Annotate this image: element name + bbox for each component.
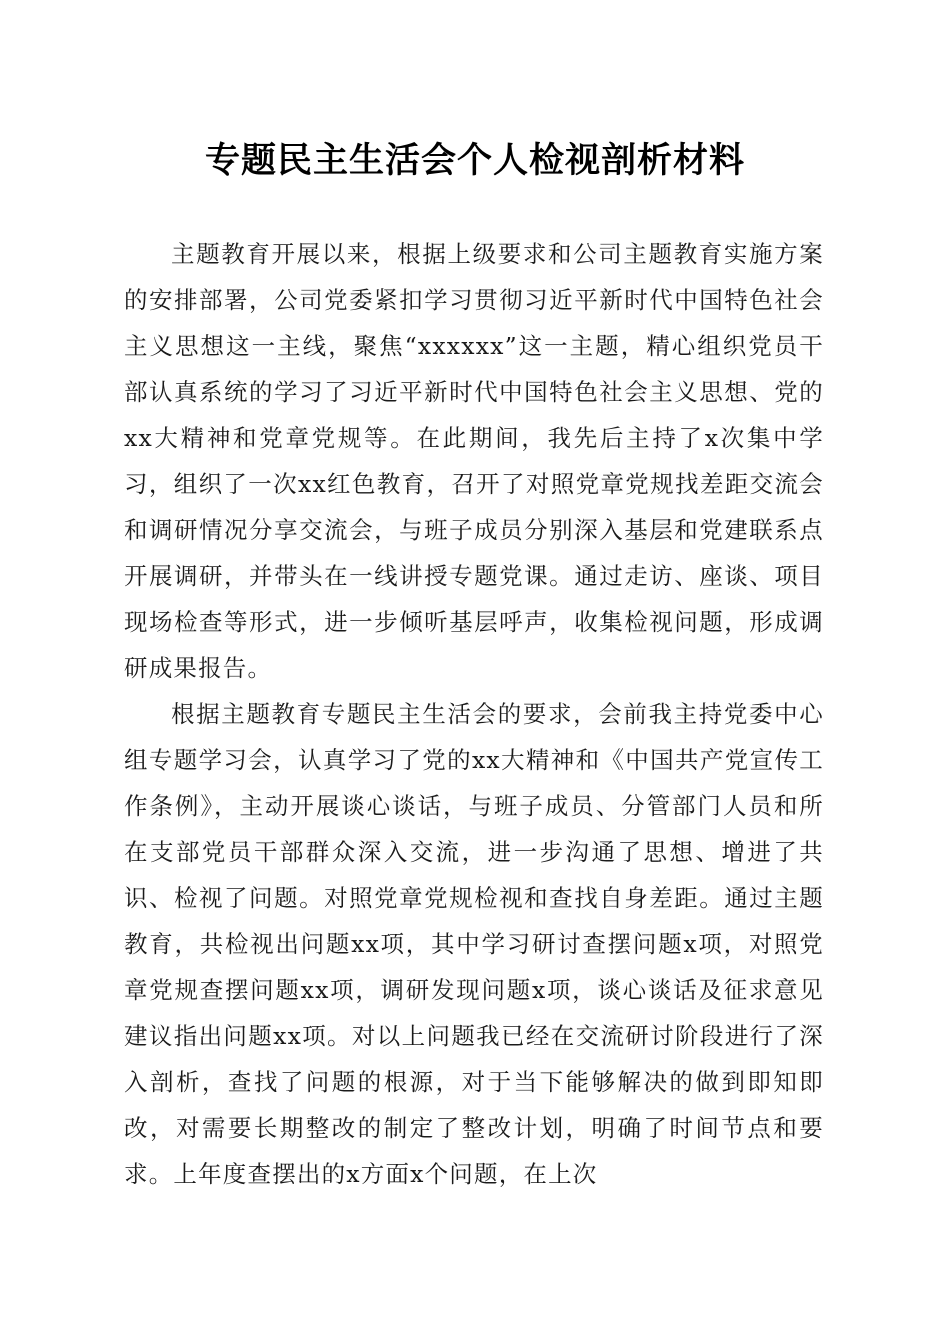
paragraph-2: 根据主题教育专题民主生活会的要求，会前我主持党委中心组专题学习会，认真学习了党的xx大精神和《中国共产党宣传工作条例》，主动开展谈心谈话，与班子成员、分管部门人员和所在支部党员干部群众深入交流，进一步沟通了思想、增进了共识、检视了问题。对照党章党规检视和查找自身差距。通过主题教育，共检视出问题xx项，其中学习研讨查摆问题x项，对照党章党规查摆问题xx项，调研发现问题x项，谈心谈话及征求意见建议指出问题xx项。对以上问题我已经在交流研讨阶段进行了深入剖析，查找了问题的根源，对于当下能够解决的做到即知即改，对需要长期整改的制定了整改计划，明确了时间节点和要求。上年度查摆出的x方面x个问题，在上次 [124,700,824,1188]
document-body [124,231,824,1197]
paragraph-1: 主题教育开展以来，根据上级要求和公司主题教育实施方案的安排部署，公司党委紧扣学习贯彻习近平新时代中国特色社会主义思想这一主线，聚焦“xxxxxx”这一主题，精心组织党员干部认真系统的学习了习近平新时代中国特色社会主义思想、党的xx大精神和党章党规等。在此期间，我先后主持了x次集中学习，组织了一次xx红色教育，召开了对照党章党规找差距交流会和调研情况分享交流会，与班子成员分别深入基层和党建联系点开展调研，并带头在一线讲授专题党课。通过走访、座谈、项目现场检查等形式，进一步倾听基层呼声，收集检视问题，形成调研成果报告。 [124,240,824,682]
document-title: 专题民主生活会个人检视剖析材料 [204,140,745,181]
